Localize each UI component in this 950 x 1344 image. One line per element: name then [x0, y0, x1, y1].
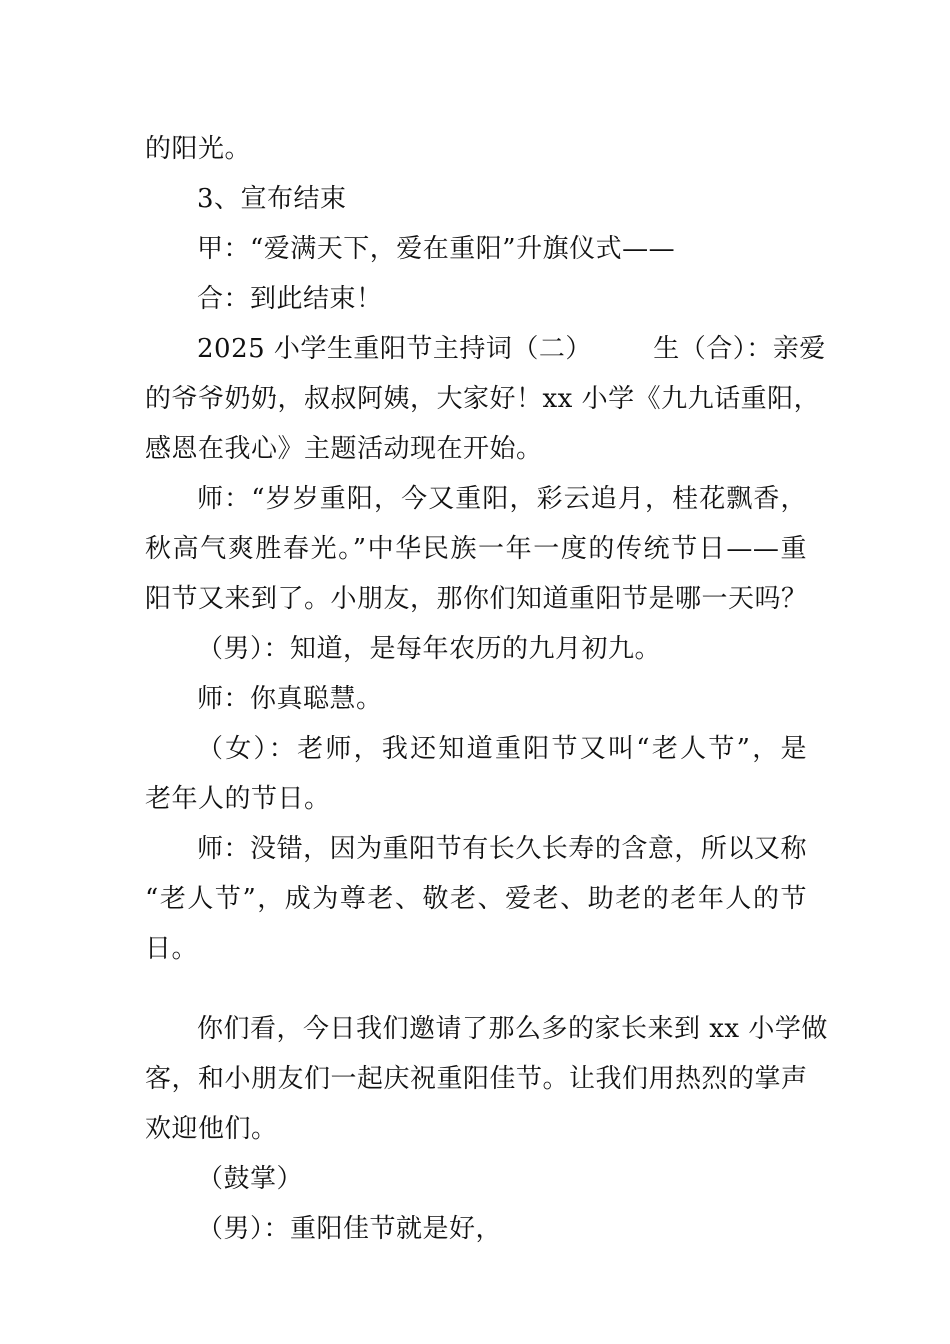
- text-line: 老年人的节日。: [145, 784, 331, 814]
- text-line: 日。: [145, 934, 199, 964]
- text-line: （男）：知道，是每年农历的九月初九。: [197, 634, 662, 664]
- text-line: 阳节又来到了。小朋友，那你们知道重阳节是哪一天吗？: [145, 584, 808, 614]
- text-line: 甲：“爱满天下，爱在重阳”升旗仪式——: [197, 234, 676, 264]
- text-line: 你们看，今日我们邀请了那么多的家长来到 xx 小学做: [197, 1014, 828, 1044]
- text-line: 2025 小学生重阳节主持词（二） 生（合）：亲爱: [197, 334, 826, 364]
- text-line: 合：到此结束！: [197, 284, 383, 314]
- text-line: 的阳光。: [145, 134, 252, 164]
- text-line: 秋高气爽胜春光。”中华民族一年一度的传统节日——重: [145, 534, 807, 564]
- text-line: 欢迎他们。: [145, 1114, 278, 1144]
- text-line: 感恩在我心》主题活动现在开始。: [145, 434, 543, 464]
- text-line: 师：你真聪慧。: [197, 684, 383, 714]
- text-line: 师：没错，因为重阳节有长久长寿的含意，所以又称: [197, 834, 807, 864]
- text-line: 客，和小朋友们一起庆祝重阳佳节。让我们用热烈的掌声: [145, 1064, 808, 1094]
- text-line: “老人节”，成为尊老、敬老、爱老、助老的老年人的节: [145, 884, 807, 914]
- text-line: 师：“岁岁重阳，今又重阳，彩云追月，桂花飘香，: [197, 484, 807, 514]
- text-line: 的爷爷奶奶，叔叔阿姨，大家好！xx 小学《九九话重阳，: [145, 384, 821, 414]
- text-line: （女）：老师，我还知道重阳节又叫“老人节”，是: [197, 734, 807, 764]
- text-line: （男）：重阳佳节就是好，: [197, 1214, 503, 1244]
- text-line: （鼓掌）: [197, 1164, 304, 1194]
- section-heading: 3、宣布结束: [197, 184, 347, 214]
